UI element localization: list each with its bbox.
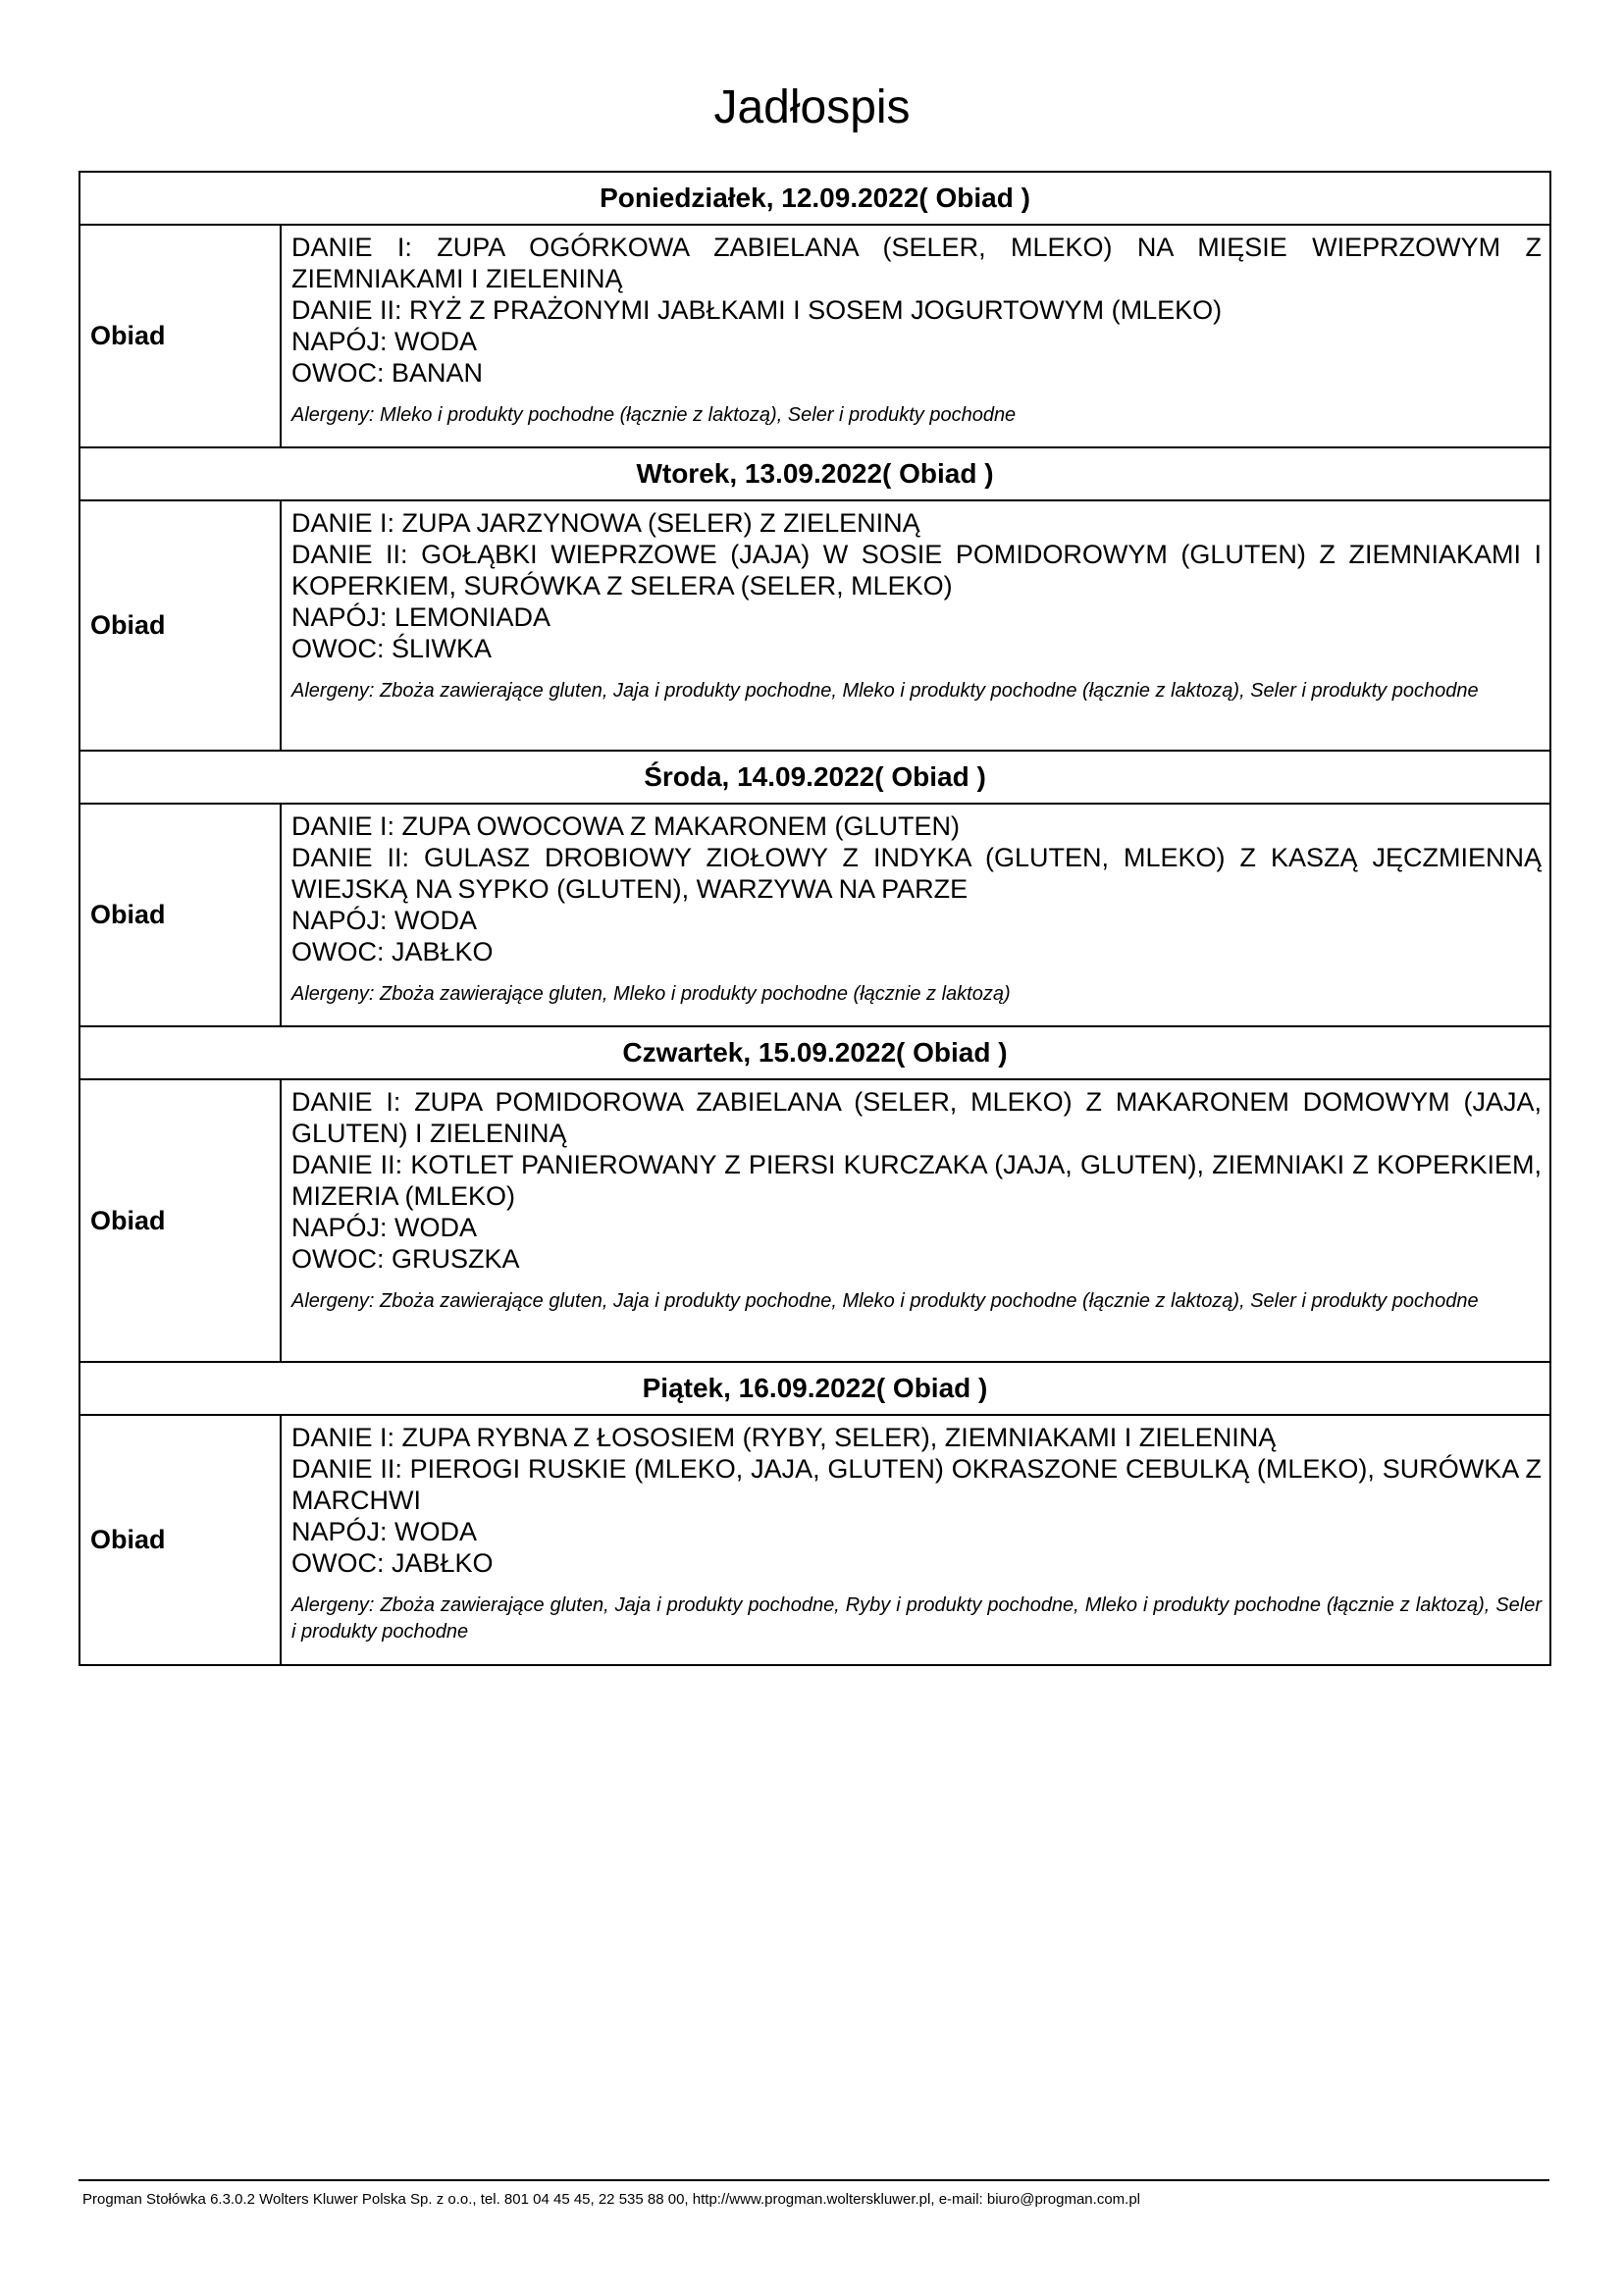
- page-title: Jadłospis: [713, 81, 911, 133]
- day-header-row: [79, 447, 1550, 500]
- meal-label: Obiad: [79, 225, 281, 447]
- day-header-row: [79, 172, 1550, 225]
- dish-line: DANIE I: ZUPA JARZYNOWA (SELER) Z ZIELENINĄ: [291, 508, 920, 538]
- meal-row: [79, 500, 1550, 751]
- day-header: Poniedziałek, 12.09.2022( Obiad ): [79, 172, 1550, 225]
- meal-content: [281, 804, 1550, 1026]
- meal-content: [281, 500, 1550, 751]
- dish-line: DANIE II: RYŻ Z PRAŻONYMI JABŁKAMI I SOSEM JOGURTOWYM (MLEKO): [291, 295, 1223, 325]
- allergens-note: Alergeny: Mleko i produkty pochodne (łącznie z laktozą), Seler i produkty pochodne: [291, 404, 1017, 426]
- day-header: Czwartek, 15.09.2022( Obiad ): [79, 1026, 1550, 1079]
- dish-line: NAPÓJ: WODA: [291, 1517, 478, 1546]
- dish-line: DANIE I: ZUPA POMIDOROWA ZABIELANA (SELER, MLEKO) Z MAKARONEM DOMOWYM (JAJA, GLUTEN) I ZIELENINĄ: [291, 1087, 1543, 1148]
- dish-line: DANIE I: ZUPA OGÓRKOWA ZABIELANA (SELER, MLEKO) NA MIĘSIE WIEPRZOWYM Z ZIEMNIAKAMI I ZIELENINĄ: [291, 233, 1543, 293]
- meal-row: [79, 225, 1550, 447]
- dish-line: DANIE II: GOŁĄBKI WIEPRZOWE (JAJA) W SOSIE POMIDOROWYM (GLUTEN) Z ZIEMNIAKAMI I KOPERKIEM, SURÓWKA Z SELERA (SELER, MLEKO): [291, 540, 1543, 600]
- meal-content: [281, 1415, 1550, 1665]
- menu-table: [79, 171, 1551, 1666]
- dish-line: OWOC: BANAN: [291, 358, 484, 388]
- meal-label: Obiad: [79, 1079, 281, 1362]
- allergens-note: Alergeny: Zboża zawierające gluten, Jaja i produkty pochodne, Mleko i produkty pochodne (łącznie z laktozą), Seler i produkty pochodne: [291, 1290, 1479, 1312]
- meal-row: [79, 804, 1550, 1026]
- allergens-note: Alergeny: Zboża zawierające gluten, Jaja i produkty pochodne, Ryby i produkty pochodne, Mleko i produkty pochodne (łącznie z laktozą), Seler i produkty pochodne: [291, 1594, 1543, 1643]
- dish-line: OWOC: GRUSZKA: [291, 1244, 520, 1274]
- dish-line: NAPÓJ: WODA: [291, 1213, 478, 1242]
- footer-divider: [79, 2179, 1549, 2181]
- dish-line: OWOC: ŚLIWKA: [291, 634, 493, 663]
- meal-label: Obiad: [79, 804, 281, 1026]
- dish-line: OWOC: JABŁKO: [291, 937, 494, 966]
- day-header-row: [79, 1026, 1550, 1079]
- day-header: Piątek, 16.09.2022( Obiad ): [79, 1362, 1550, 1415]
- meal-label: Obiad: [79, 1415, 281, 1665]
- footer-text: Progman Stołówka 6.3.0.2 Wolters Kluwer Polska Sp. z o.o., tel. 801 04 45 45, 22 535 88 00, http://www.progman.wolterskluwer.pl, e-mail: biuro@progman.com.pl: [82, 2191, 1141, 2208]
- meal-content: [281, 1079, 1550, 1362]
- dish-line: OWOC: JABŁKO: [291, 1548, 494, 1578]
- dish-line: DANIE I: ZUPA OWOCOWA Z MAKARONEM (GLUTEN): [291, 811, 961, 841]
- dish-line: NAPÓJ: LEMONIADA: [291, 602, 551, 632]
- day-header: Wtorek, 13.09.2022( Obiad ): [79, 447, 1550, 500]
- dish-line: DANIE II: GULASZ DROBIOWY ZIOŁOWY Z INDYKA (GLUTEN, MLEKO) Z KASZĄ JĘCZMIENNĄ WIEJSKĄ NA SYPKO (GLUTEN), WARZYWA NA PARZE: [291, 843, 1543, 904]
- dish-line: DANIE I: ZUPA RYBNA Z ŁOSOSIEM (RYBY, SELER), ZIEMNIAKAMI I ZIELENINĄ: [291, 1423, 1277, 1452]
- day-header-row: [79, 751, 1550, 804]
- meal-content: [281, 225, 1550, 447]
- day-header-row: [79, 1362, 1550, 1415]
- meal-row: [79, 1079, 1550, 1362]
- meal-label: Obiad: [79, 500, 281, 751]
- day-header: Środa, 14.09.2022( Obiad ): [79, 751, 1550, 804]
- dish-line: DANIE II: KOTLET PANIEROWANY Z PIERSI KURCZAKA (JAJA, GLUTEN), ZIEMNIAKI Z KOPERKIEM, MIZERIA (MLEKO): [291, 1150, 1543, 1211]
- allergens-note: Alergeny: Zboża zawierające gluten, Mleko i produkty pochodne (łącznie z laktozą): [291, 983, 1011, 1005]
- dish-line: NAPÓJ: WODA: [291, 327, 478, 356]
- allergens-note: Alergeny: Zboża zawierające gluten, Jaja i produkty pochodne, Mleko i produkty pochodne (łącznie z laktozą), Seler i produkty pochodne: [291, 680, 1479, 702]
- dish-line: DANIE II: PIEROGI RUSKIE (MLEKO, JAJA, GLUTEN) OKRASZONE CEBULKĄ (MLEKO), SURÓWKA Z MARCHWI: [291, 1454, 1543, 1515]
- dish-line: NAPÓJ: WODA: [291, 906, 478, 935]
- meal-row: [79, 1415, 1550, 1665]
